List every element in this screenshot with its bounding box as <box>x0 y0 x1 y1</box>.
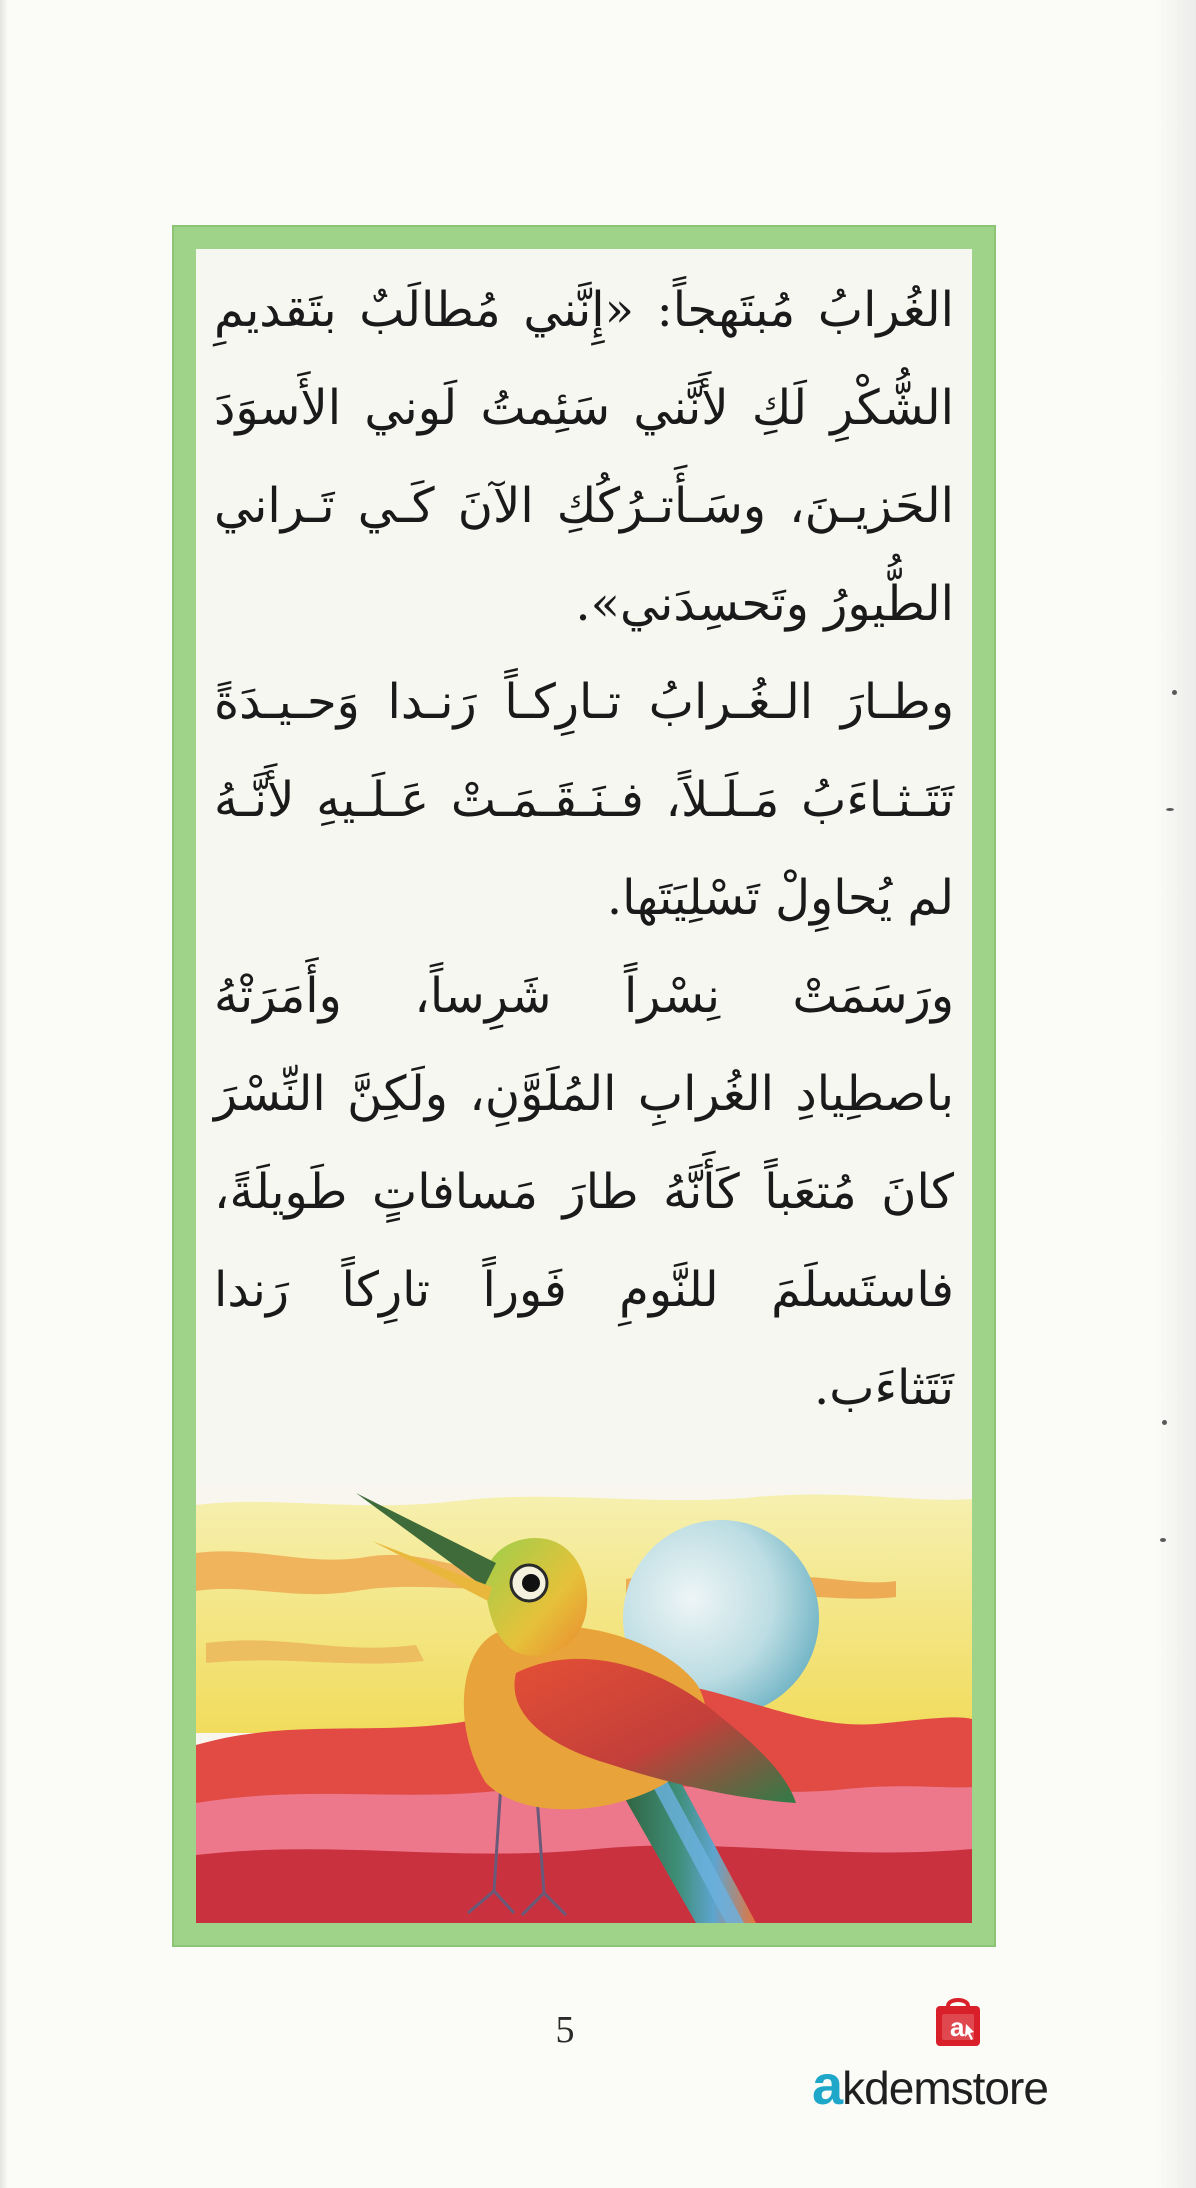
page-edge-right <box>1156 0 1196 2188</box>
story-paragraph-3: ورَسَمَتْ نِسْراً شَرِساً، وأَمَرَتْهُ باصطِيادِ الغُرابِ المُلَوَّنِ، ولَكِنَّ النِّسْرَ كانَ مُتعَباً كَأَنَّهُ طارَ مَسافاتٍ طَويلَةً، فاستَسلَمَ للنَّومِ فَوراً تارِكاً رَندا تَتَثاءَب. <box>214 968 954 1416</box>
logo-wordmark <box>812 2052 1048 2117</box>
book-bag-icon <box>930 1994 986 2050</box>
logo-wordmark-rest: kdemstore <box>842 2062 1048 2114</box>
story-paragraph-2: وطـارَ الـغُـرابُ تـارِكـاً رَنـدا وَحـيـدَةً تَتَـثـاءَبُ مَـلَـلاً، فـنَـقَـمَـتْ عَـلَـيهِ لأَنَّـهُ لم يُحاوِلْ تَسْلِيَتَها. <box>214 674 954 926</box>
logo-wordmark-a: a <box>812 2053 843 2116</box>
scan-speck <box>1166 808 1174 811</box>
scan-speck <box>1172 690 1177 695</box>
dark-red-ground <box>196 1846 972 1923</box>
story-paragraph-1: الغُرابُ مُبتَهجاً: «إِنَّني مُطالَبٌ بتَقديمِ الشُّكْرِ لَكِ لأَنَّني سَئِمتُ لَوني الأَسوَدَ الحَزيـنَ، وسَـأَتـرُكُكِ الآنَ كَـي تَـراني الطُّيورُ وتَحسِدَني». <box>214 282 954 632</box>
story-text <box>214 261 954 1437</box>
story-frame <box>172 225 996 1947</box>
page-edge-left <box>0 0 8 2188</box>
crow-illustration <box>196 1483 972 1923</box>
story-panel <box>196 249 972 1923</box>
scan-speck <box>1162 1420 1167 1425</box>
akdemstore-logo <box>812 1990 1112 2116</box>
svg-text:a: a <box>950 2012 965 2042</box>
scan-speck <box>1160 1538 1166 1542</box>
bird-pupil <box>522 1574 540 1592</box>
page-number: 5 <box>555 2009 575 2051</box>
